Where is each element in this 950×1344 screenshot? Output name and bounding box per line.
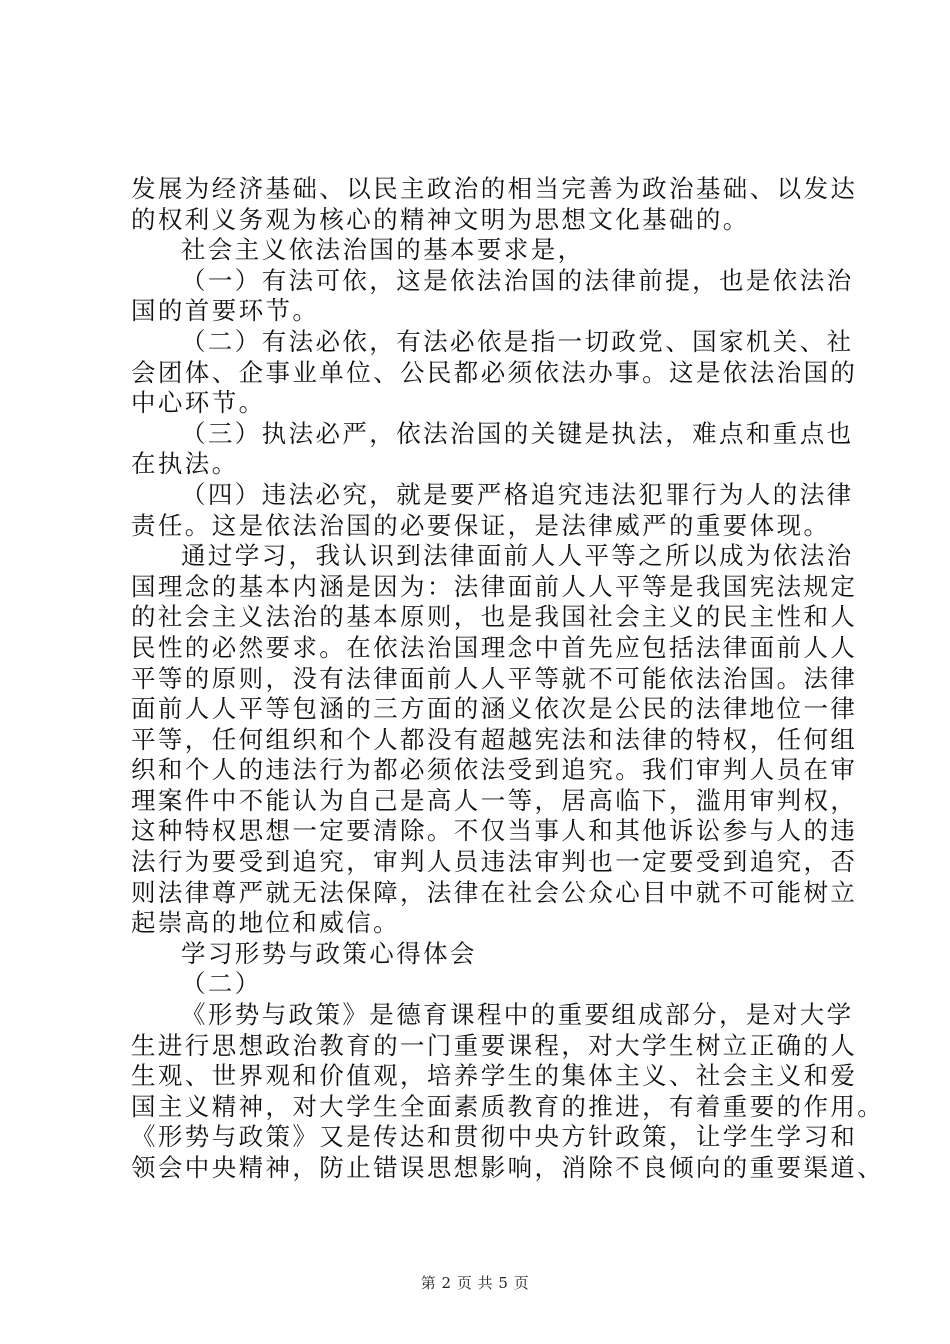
text-line: 织和个人的违法行为都必须依法受到追究。我们审判人员在审 xyxy=(131,755,858,785)
text-line: 领会中央精神，防止错误思想影响，消除不良倾向的重要渠道、 xyxy=(131,1153,885,1182)
section-heading: 学习形势与政策心得体会 xyxy=(181,938,477,968)
text-line: 平等，任何组织和个人都没有超越宪法和法律的特权，任何组 xyxy=(131,724,858,754)
text-line: （二）有法必依，有法必依是指一切政党、国家机关、社 xyxy=(181,326,854,356)
text-line: 国理念的基本内涵是因为：法律面前人人平等是我国宪法规定 xyxy=(131,571,858,601)
text-line: 会团体、企事业单位、公民都必须依法办事。这是依法治国的 xyxy=(131,357,858,387)
text-line: 生进行思想政治教育的一门重要课程，对大学生树立正确的人 xyxy=(131,1030,858,1060)
text-line: 民性的必然要求。在依法治国理念中首先应包括法律面前人人 xyxy=(131,632,858,662)
text-line: 法行为要受到追究，审判人员违法审判也一定要受到追究，否 xyxy=(131,847,858,877)
text-line: 通过学习，我认识到法律面前人人平等之所以成为依法治 xyxy=(181,541,854,571)
text-line: 国的首要环节。 xyxy=(131,296,320,326)
text-line: 责任。这是依法治国的必要保证，是法律威严的重要体现。 xyxy=(131,510,831,540)
text-line: 则法律尊严就无法保障，法律在社会公众心目中就不可能树立 xyxy=(131,877,858,907)
text-line: 《形势与政策》是德育课程中的重要组成部分，是对大学 xyxy=(181,1000,854,1030)
text-line: 在执法。 xyxy=(131,449,239,479)
text-line: 面前人人平等包涵的三方面的涵义依次是公民的法律地位一律 xyxy=(131,694,858,724)
text-line: （一）有法可依，这是依法治国的法律前提，也是依法治 xyxy=(181,265,854,295)
section-number: （二） xyxy=(181,969,262,999)
text-line: （四）违法必究，就是要严格追究违法犯罪行为人的法律 xyxy=(181,479,854,509)
page-number: 第 2 页 共 5 页 xyxy=(420,1274,530,1292)
text-line: 的权利义务观为核心的精神文明为思想文化基础的。 xyxy=(131,204,750,234)
page-footer xyxy=(0,1272,950,1293)
text-line: 生观、世界观和价值观，培养学生的集体主义、社会主义和爱 xyxy=(131,1061,858,1091)
text-line: 中心环节。 xyxy=(131,388,266,418)
text-line: 这种特权思想一定要清除。不仅当事人和其他诉讼参与人的违 xyxy=(131,816,858,846)
text-line: 起崇高的地位和威信。 xyxy=(131,908,400,938)
text-line: 国主义精神，对大学生全面素质教育的推进，有着重要的作用。 xyxy=(131,1091,885,1121)
text-line: 的社会主义法治的基本原则，也是我国社会主义的民主性和人 xyxy=(131,602,858,632)
text-line: 社会主义依法治国的基本要求是， xyxy=(181,235,585,265)
text-line: 《形势与政策》又是传达和贯彻中央方针政策，让学生学习和 xyxy=(131,1122,858,1152)
text-line: 发展为经济基础、以民主政治的相当完善为政治基础、以发达 xyxy=(131,174,858,203)
text-line: 理案件中不能认为自己是高人一等，居高临下，滥用审判权， xyxy=(131,785,858,815)
text-line: 平等的原则，没有法律面前人人平等就不可能依法治国。法律 xyxy=(131,663,858,693)
document-body xyxy=(131,174,885,1184)
text-line: （三）执法必严，依法治国的关键是执法，难点和重点也 xyxy=(181,418,854,448)
